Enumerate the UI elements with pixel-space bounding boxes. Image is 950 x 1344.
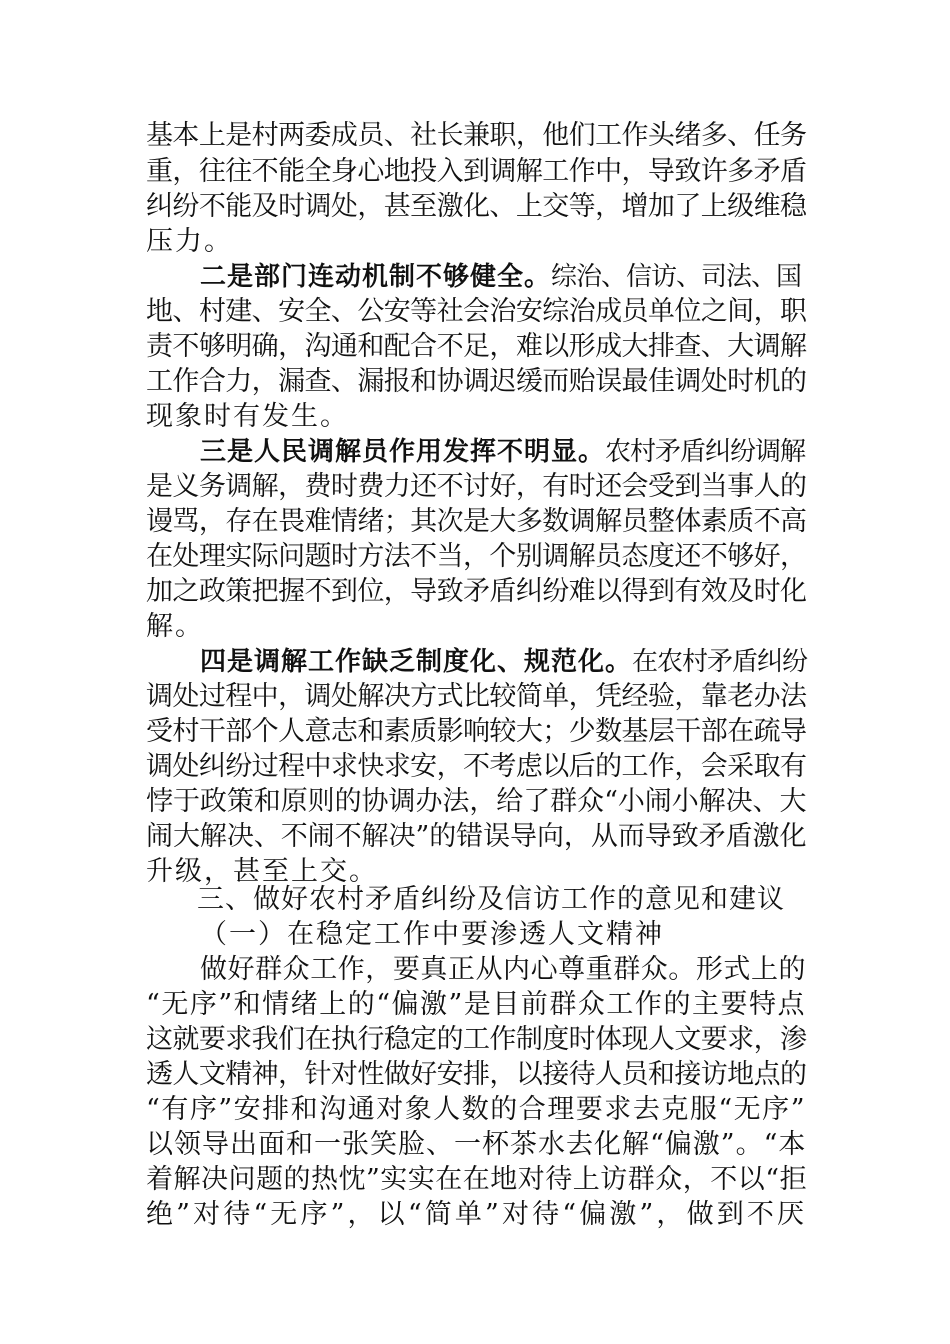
paragraph-line [146,820,806,854]
paragraph-line [146,575,806,609]
paragraph-line [200,953,806,987]
point-heading-2: 二是部门连动机制不够健全。 [200,262,552,292]
paragraph-line [146,750,806,784]
text-run: “有序”安排和沟通对象人数的合理要求去克服“无序” [146,1094,806,1125]
text-run: 解。 [146,611,204,642]
text-run: 绝”对待“无序”，以“简单”对待“偏激”，做到不厌 [146,1199,806,1230]
paragraph-line [146,225,806,259]
text-run: 以领导出面和一张笑脸、一杯茶水去化解“偏激”。“本 [146,1129,807,1160]
paragraph-line [146,785,806,819]
text-run: 是义务调解，费时费力还不讨好，有时还会受到当事人的 [146,471,806,502]
paragraph-line [146,1163,806,1197]
subsection-heading: （一）在稳定工作中要渗透人文精神 [200,919,664,950]
text-run: 综治、信访、司法、国 [551,262,802,292]
text-run: 着解决问题的热忱”实实在在地对待上访群众，不以“拒 [146,1164,808,1195]
text-run: “无序”和情绪上的“偏激”是目前群众工作的主要特点 [146,989,806,1020]
paragraph-line [146,540,806,574]
paragraph-line [146,365,806,399]
paragraph-line [200,645,806,679]
paragraph-line [146,330,806,364]
paragraph-line [146,680,806,714]
text-run: 闹大解决、不闹不解决”的错误导向，从而导致矛盾激化 [146,821,806,852]
text-run: 悖于政策和原则的协调办法，给了群众“小闹小解决、大 [146,786,806,817]
paragraph-line [146,988,806,1022]
text-run: 谩骂，存在畏难情绪；其次是大多数调解员整体素质不高 [146,506,806,537]
paragraph-line [146,505,806,539]
text-run: 在处理实际问题时方法不当，个别调解员态度还不够好， [146,541,806,572]
paragraph-line [146,715,806,749]
point-heading-4: 四是调解工作缺乏制度化、规范化。 [200,647,633,677]
paragraph-line [146,610,806,644]
text-run: 调处纠纷过程中求快求安，不考虑以后的工作，会采取有 [146,751,806,782]
text-run: 农村矛盾纠纷调解 [605,437,806,467]
text-run: 基本上是村两委成员、社长兼职，他们工作头绪多、任务 [146,120,806,151]
text-run: 加之政策把握不到位，导致矛盾纠纷难以得到有效及时化 [146,576,806,607]
text-run: 在农村矛盾纠纷 [632,647,808,677]
paragraph-line [146,190,806,224]
paragraph-line [146,1058,806,1092]
paragraph-line [200,260,806,294]
text-run: 现象时有发生。 [146,401,349,432]
text-run: 压力。 [146,226,233,257]
paragraph-line [146,119,806,153]
paragraph-line [146,155,806,189]
text-run: 升级，甚至上交。 [146,856,378,887]
text-run: 这就要求我们在执行稳定的工作制度时体现人文要求，渗 [146,1024,806,1055]
text-run: 透人文精神，针对性做好安排，以接待人员和接访地点的 [146,1059,806,1090]
text-run: 重，往往不能全身心地投入到调解工作中，导致许多矛盾 [146,156,806,187]
paragraph-line [146,470,806,504]
section-heading: 三、做好农村矛盾纠纷及信访工作的意见和建议 [197,884,785,915]
paragraph-line [146,1128,806,1162]
paragraph-line [146,1093,806,1127]
text-run: 受村干部个人意志和素质影响较大；少数基层干部在疏导 [146,716,806,747]
paragraph-line [146,1023,806,1057]
text-run: 做好群众工作，要真正从内心尊重群众。形式上的 [200,954,806,985]
paragraph-line [200,435,806,469]
text-run: 责不够明确，沟通和配合不足，难以形成大排查、大调解 [146,331,806,362]
point-heading-3: 三是人民调解员作用发挥不明显。 [200,437,606,467]
paragraph-line [146,1198,806,1232]
text-run: 调处过程中，调处解决方式比较简单，凭经验，靠老办法 [146,681,806,712]
text-run: 工作合力，漏查、漏报和协调迟缓而贻误最佳调处时机的 [146,366,806,397]
text-run: 纠纷不能及时调处，甚至激化、上交等，增加了上级维稳 [146,191,806,222]
paragraph-line [146,295,806,329]
paragraph-line [146,400,806,434]
text-run: 地、村建、安全、公安等社会治安综治成员单位之间，职 [146,296,806,327]
